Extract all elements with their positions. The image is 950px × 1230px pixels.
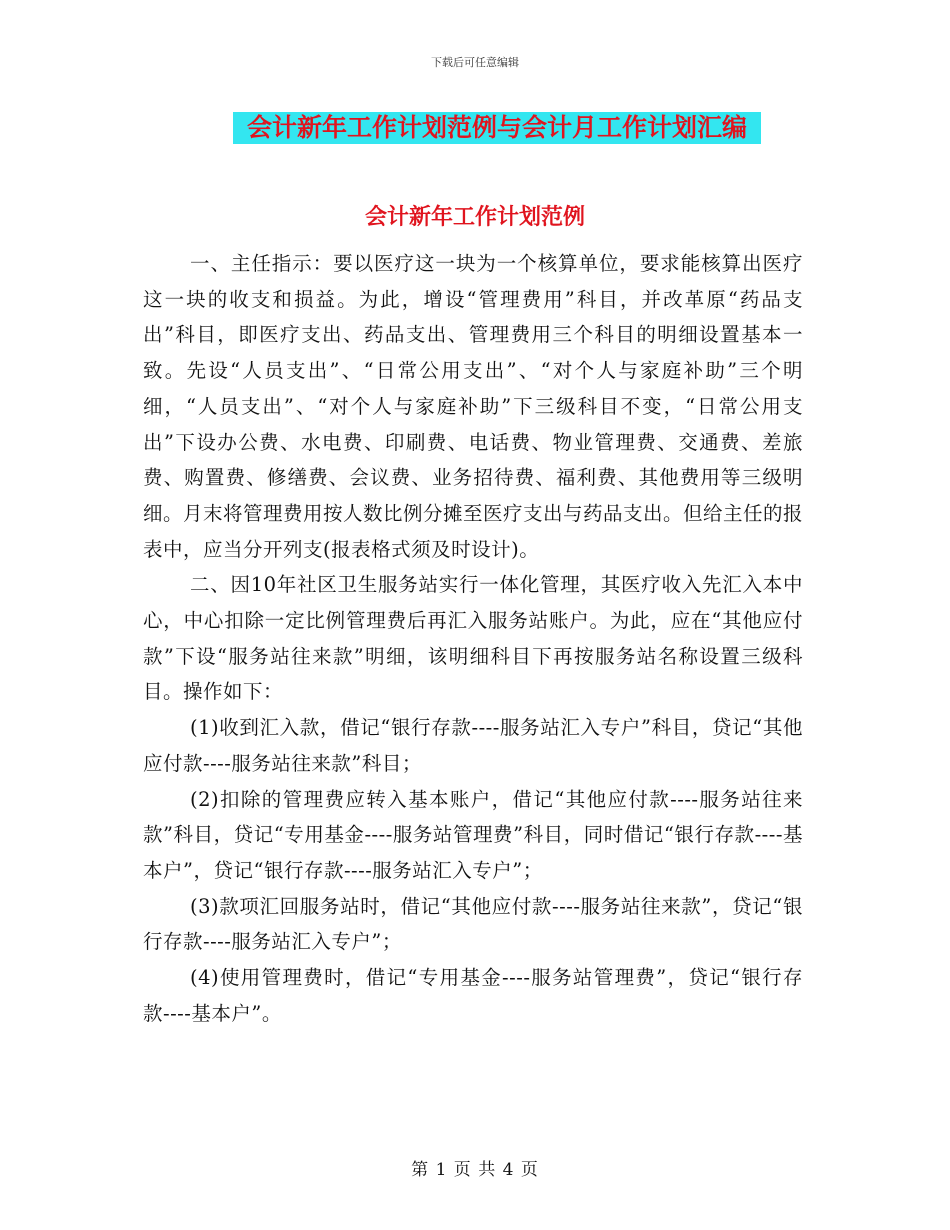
paragraph-2: 二、因10年社区卫生服务站实行一体化管理，其医疗收入先汇入本中心，中心扣除一定比例管理费后再汇入服务站账户。为此，应在“其他应付款”下设“服务站往来款”明细，该明细科目下再按服务站名称设置三级科目。操作如下： — [143, 573, 803, 704]
document-title: 会计新年工作计划范例与会计月工作计划汇编 — [233, 112, 761, 144]
paragraph-5: (3)款项汇回服务站时，借记“其他应付款----服务站往来款”，贷记“银行存款----服务站汇入专户”； — [143, 894, 803, 954]
section-title: 会计新年工作计划范例 — [364, 205, 585, 230]
paragraph-4: (2)扣除的管理费应转入基本账户，借记“其他应付款----服务站往来款”科目，贷记“专用基金----服务站管理费”科目，同时借记“银行存款----基本户”，贷记“银行存款----服务站汇入专户”； — [143, 787, 803, 882]
document-body — [143, 246, 803, 1031]
paragraph-1: 一、主任指示：要以医疗这一块为一个核算单位，要求能核算出医疗这一块的收支和损益。为此，增设“管理费用”科目，并改革原“药品支出”科目，即医疗支出、药品支出、管理费用三个科目的明细设置基本一致。先设“人员支出”、“日常公用支出”、“对个人与家庭补助”三个明细，“人员支出”、“对个人与家庭补助”下三级科目不变，“日常公用支出”下设办公费、水电费、印刷费、电话费、物业管理费、交通费、差旅费、购置费、修缮费、会议费、业务招待费、福利费、其他费用等三级明细。月末将管理费用按人数比例分摊至医疗支出与药品支出。但给主任的报表中，应当分开列支(报表格式须及时设计)。 — [143, 252, 804, 561]
paragraph-6: (4)使用管理费时，借记“专用基金----服务站管理费”，贷记“银行存款----基本户”。 — [143, 966, 803, 1025]
paragraph-3: (1)收到汇入款，借记“银行存款----服务站汇入专户”科目，贷记“其他应付款----服务站往来款”科目； — [143, 716, 803, 775]
header-note: 下载后可任意编辑 — [431, 56, 519, 69]
page-footer: 第 1 页 共 4 页 — [411, 1160, 539, 1180]
